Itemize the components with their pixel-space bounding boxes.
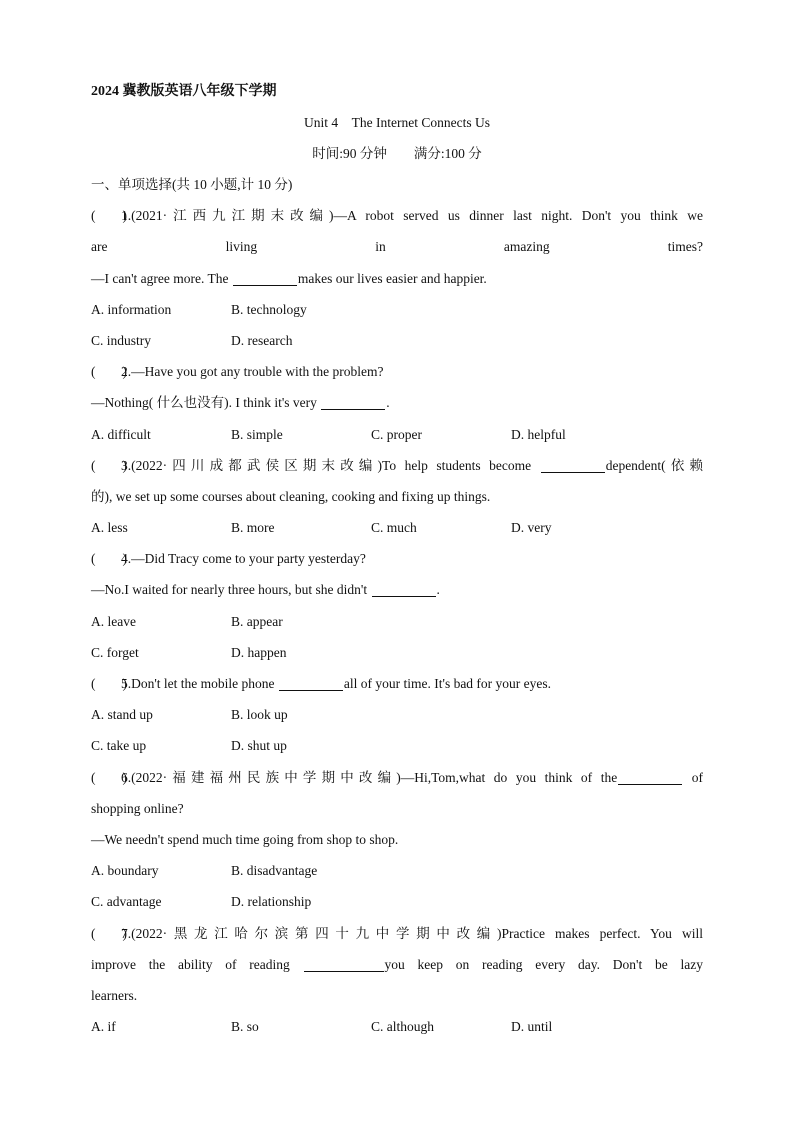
option-c[interactable]: C. take up [91, 738, 147, 754]
time-info: 时间:90 分钟 满分:100 分 [312, 146, 482, 161]
option-c[interactable]: C. proper [371, 426, 422, 442]
answer-blank[interactable] [618, 770, 682, 785]
options-row [91, 325, 703, 356]
answer-paren[interactable]: ( ) [91, 457, 127, 473]
option-c[interactable]: C. industry [91, 332, 152, 348]
option-d[interactable]: D. happen [231, 644, 287, 660]
answer-blank[interactable] [541, 458, 605, 473]
option-b[interactable]: B. technology [231, 301, 307, 317]
option-d[interactable]: D. very [511, 520, 552, 536]
question-7: ( )7.(2022·黑龙江哈尔滨第四十九中学期中改编)Practice makes perfect. You will improve the ability of reading you keep on reading every day. Don't be lazy learners. A. if B. so C. although D. until [91, 918, 703, 1043]
section-heading: 一、单项选择(共 10 小题,计 10 分) [91, 177, 293, 192]
option-a[interactable]: A. less [91, 520, 128, 536]
answer-blank[interactable] [321, 395, 385, 410]
unit-title: Unit 4 The Internet Connects Us [304, 115, 490, 130]
option-a[interactable]: A. stand up [91, 707, 153, 723]
answer-paren[interactable]: ( ) [91, 925, 127, 941]
option-d[interactable]: D. helpful [511, 426, 566, 442]
question-4: ( )4.—Did Tracy come to your party yesterday? —No.I waited for nearly three hours, but she didn't . A. leave B. appear C. forget D. happen [91, 543, 703, 668]
question-2: ( )2.—Have you got any trouble with the problem? —Nothing( 什么也没有). I think it's very . A. difficult B. simple C. proper D. helpful [91, 356, 703, 450]
option-b[interactable]: B. appear [231, 613, 283, 629]
exam-page [91, 76, 703, 1042]
option-c[interactable]: C. advantage [91, 894, 162, 910]
options-row [91, 637, 703, 668]
option-c[interactable]: C. forget [91, 644, 139, 660]
option-a[interactable]: A. information [91, 301, 172, 317]
option-a[interactable]: A. leave [91, 613, 136, 629]
option-d[interactable]: D. research [231, 332, 293, 348]
answer-paren[interactable]: ( ) [91, 676, 127, 691]
exam-title: 2024 冀教版英语八年级下学期 [91, 84, 277, 99]
question-6: ( )6.(2022·福建福州民族中学期中改编)—Hi,Tom,what do you think of the of shopping online? —We needn't spend much time going from shop to shop. A. boundary B. disadvantage C. advantage D. relationship [91, 762, 703, 918]
options-row [91, 1011, 703, 1042]
option-b[interactable]: B. disadvantage [231, 863, 318, 879]
question-3: ( )3.(2022·四川成都武侯区期末改编)To help students become dependent(依赖 的), we set up some courses about cleaning, cooking and fixing up things. A. less B. more C. much D. very [91, 450, 703, 544]
answer-paren[interactable]: ( ) [91, 551, 127, 567]
options-row [91, 886, 703, 917]
question-5: ( )5.Don't let the mobile phone all of your time. It's bad for your eyes. A. stand up B. look up C. take up D. shut up [91, 668, 703, 762]
option-c[interactable]: C. although [371, 1019, 434, 1035]
option-a[interactable]: A. if [91, 1019, 116, 1035]
option-a[interactable]: A. boundary [91, 863, 159, 879]
option-b[interactable]: B. more [231, 520, 275, 536]
option-c[interactable]: C. much [371, 520, 417, 536]
option-d[interactable]: D. shut up [231, 738, 287, 754]
options-row [91, 699, 703, 730]
option-d[interactable]: D. relationship [231, 894, 312, 910]
answer-blank[interactable] [233, 271, 297, 286]
options-row [91, 512, 703, 543]
option-b[interactable]: B. look up [231, 707, 288, 723]
answer-paren[interactable]: ( ) [91, 364, 127, 380]
answer-blank[interactable] [372, 582, 436, 597]
answer-blank[interactable] [304, 957, 384, 972]
option-a[interactable]: A. difficult [91, 426, 151, 442]
option-d[interactable]: D. until [511, 1019, 553, 1035]
options-row [91, 419, 703, 450]
options-row [91, 730, 703, 761]
question-1: ( )1.(2021·江西九江期末改编)—A robot served us dinner last night. Don't you think we are living in amazing times? —I can't agree more. The makes our lives easier and happier. A. information B. technology C. industry D. research [91, 200, 703, 356]
option-b[interactable]: B. simple [231, 426, 283, 442]
options-row [91, 855, 703, 886]
options-row [91, 294, 703, 325]
options-row [91, 606, 703, 637]
answer-paren[interactable]: ( ) [91, 208, 127, 224]
answer-blank[interactable] [279, 676, 343, 691]
answer-paren[interactable]: ( ) [91, 769, 127, 785]
option-b[interactable]: B. so [231, 1019, 259, 1035]
